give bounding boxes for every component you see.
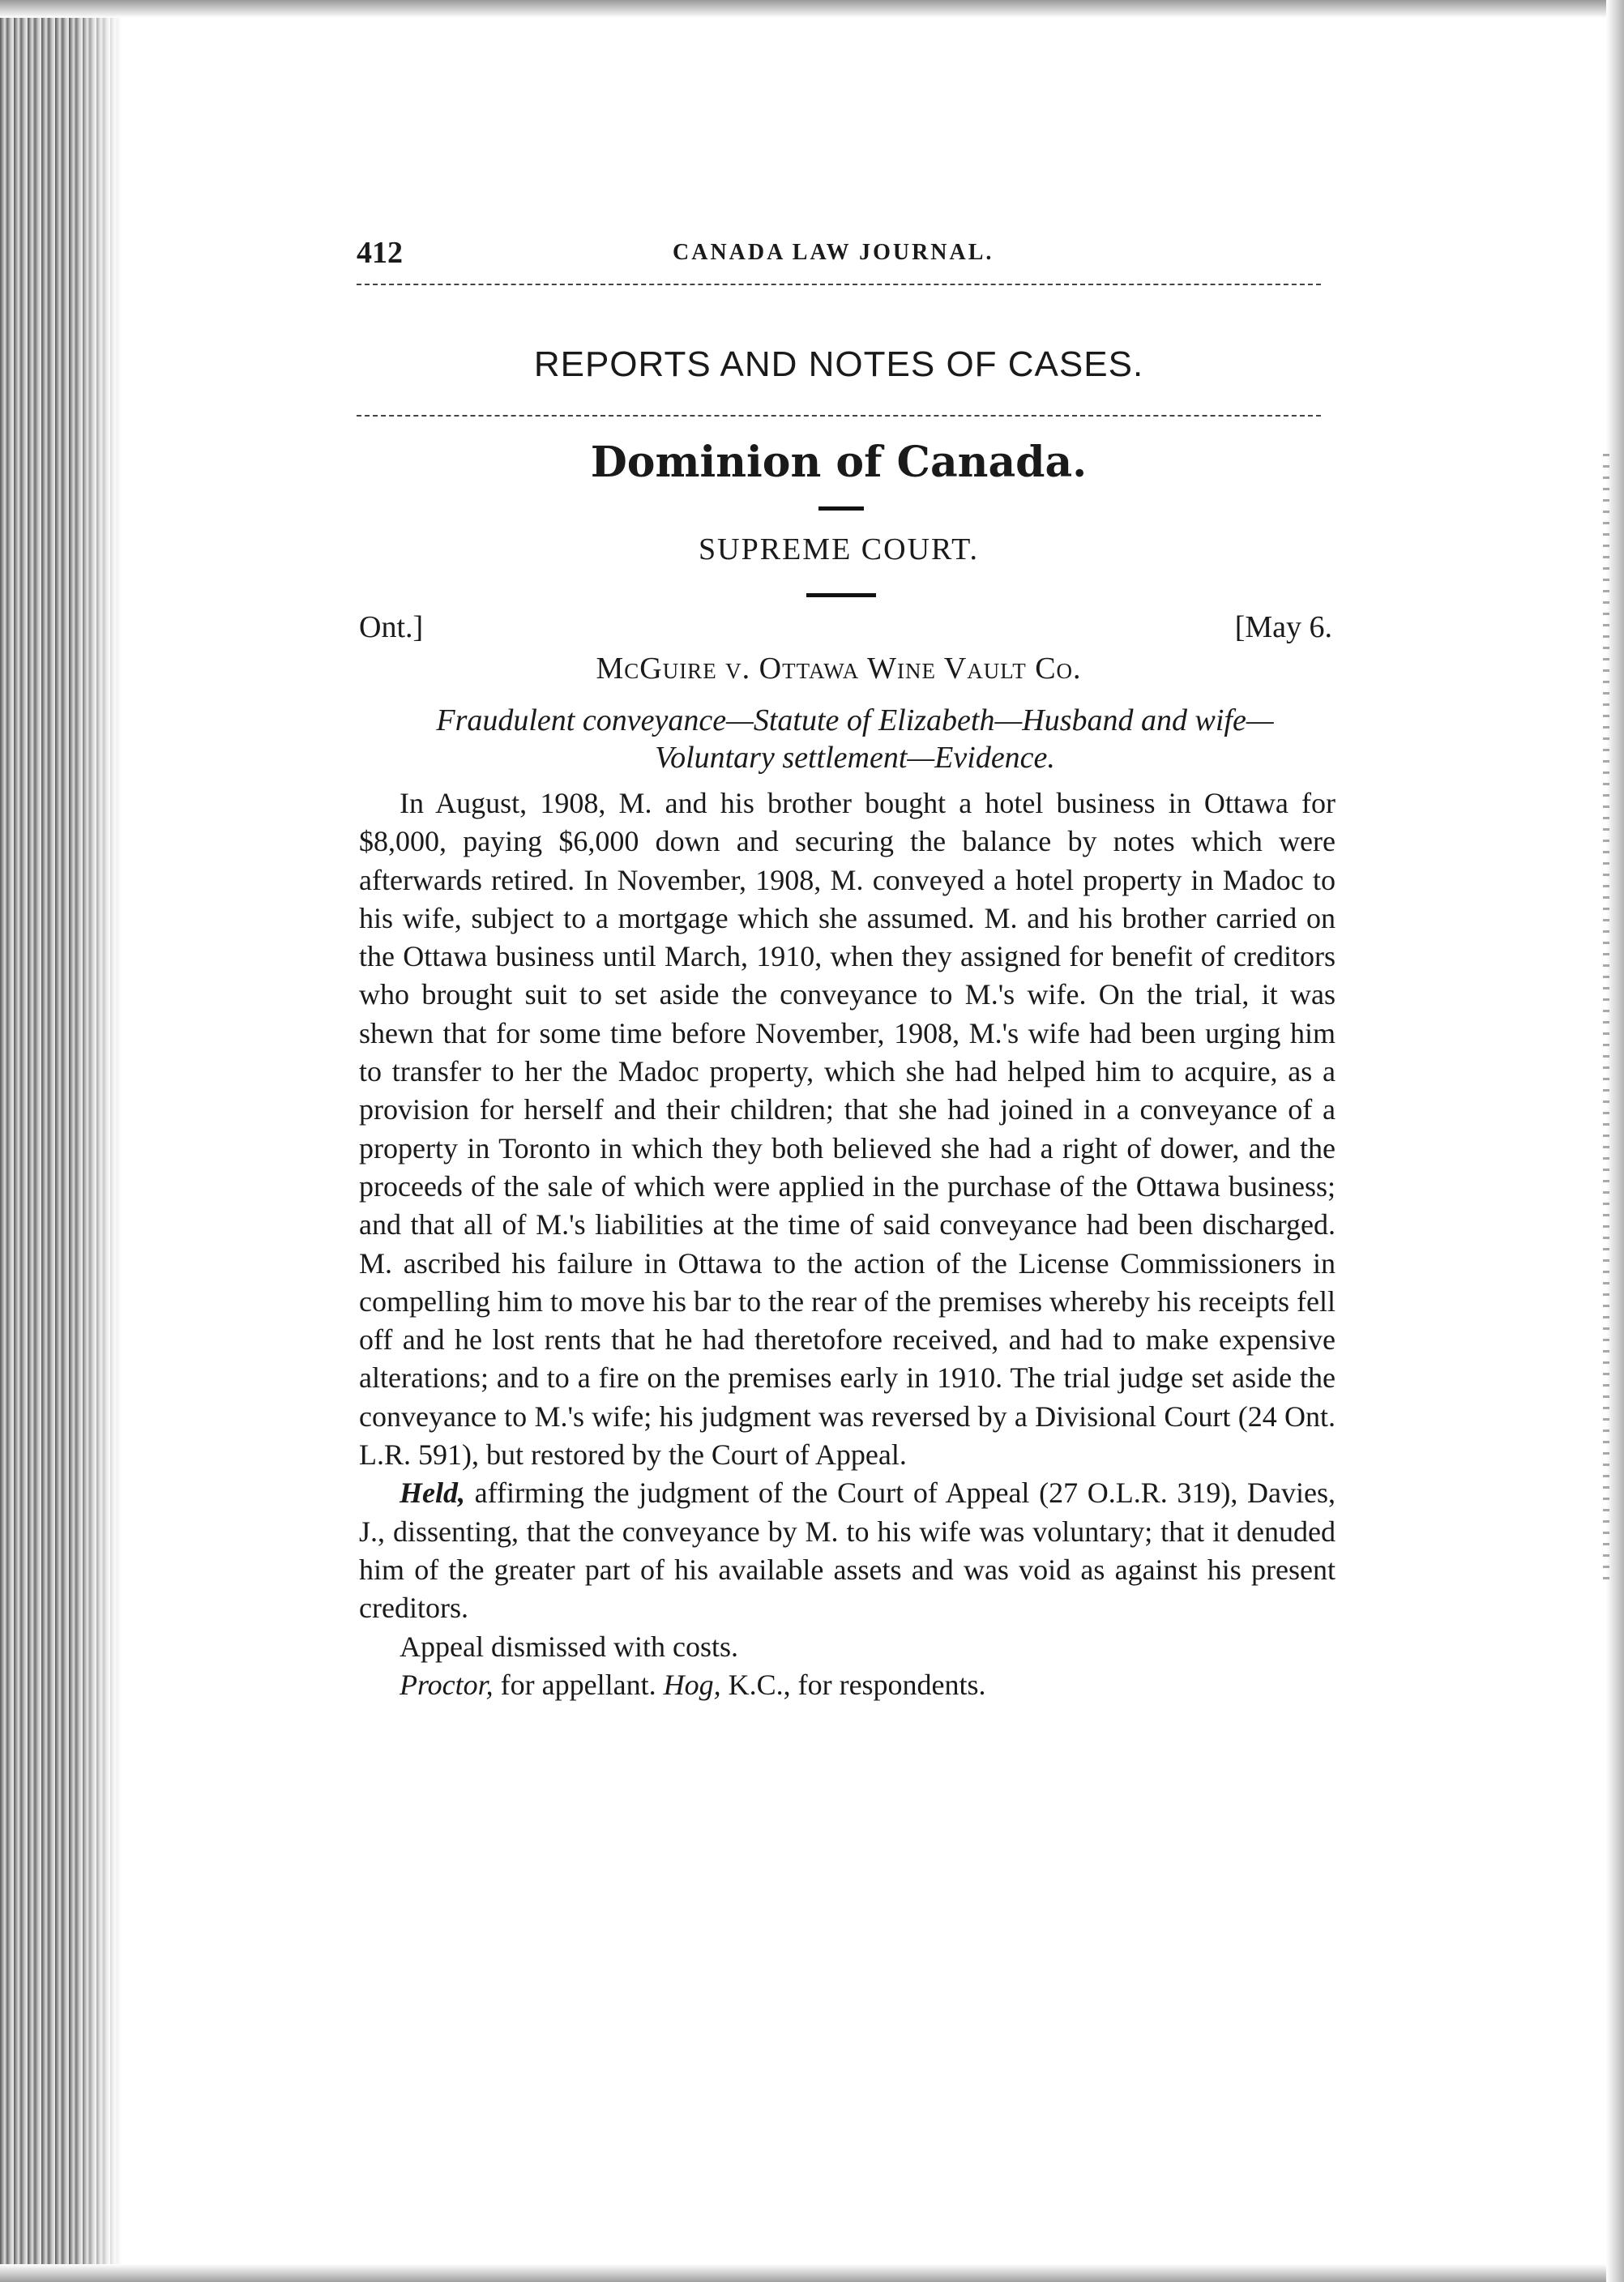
respondent-counsel: Hog, [663,1668,721,1701]
section-title: REPORTS AND NOTES OF CASES. [533,344,1144,384]
scan-right-specks [1603,454,1609,1588]
case-counsel [359,1666,1336,1704]
page-number: 412 [357,236,403,270]
respondent-role: K.C., for respondents. [720,1668,986,1701]
appellant-counsel: Proctor, [400,1668,494,1701]
case-catchwords: Fraudulent conveyance—Statute of Elizabeth—Husband and wife—Voluntary settlement—Evidence. [436,703,1274,775]
page-header [357,235,1329,276]
case-body [359,784,1336,1704]
case-date: [May 6. [1234,610,1332,644]
court-heading: SUPREME COURT. [699,532,979,566]
case-province: Ont.] [359,610,424,644]
short-rule [806,593,876,597]
held-label: Held, [400,1476,465,1510]
header-rule [357,284,1321,285]
scan-bottom-edge [0,2264,1624,2282]
held-text: affirming the judgment of the Court of Appeal (27 O.L.R. 319), Davies, J., dissenting, that the conveyance by M. to his wife was voluntary; that it denuded him of the greater part of his available assets and was void as against his present creditors. [359,1476,1336,1625]
case-disposition: Appeal dismissed with costs. [400,1630,738,1663]
jurisdiction-heading: Dominion of Canada. [590,438,1088,487]
scan-top-edge [0,0,1624,18]
appellant-role: for appellant. [493,1668,664,1701]
case-holding [359,1474,1336,1627]
scan-left-edge [0,0,122,2282]
section-rule [357,415,1321,417]
case-title: McGuire v. Ottawa Wine Vault Co. [596,652,1082,686]
short-rule [818,506,864,511]
running-head: CANADA LAW JOURNAL. [673,240,994,265]
case-facts: In August, 1908, M. and his brother bought a hotel business in Ottawa for $8,000, paying $6,000 down and securing the balance by notes which were afterwards retired. In November, 1908, M. conveyed a hotel property in Madoc to his wife, subject to a mortgage which she assumed. M. and his brother carried on the Ottawa business until March, 1910, when they assigned for benefit of creditors who brought suit to set aside the conveyance to M.'s wife. On the trial, it was shewn that for some time before November, 1908, M.'s wife had been urging him to transfer to her the Madoc property, which she had helped him to acquire, as a provision for herself and their children; that she had joined in a conveyance of a property in Toronto in which they both believed she had a right of dower, and the proceeds of the sale of which were applied in the purchase of the Ottawa business; and that all of M.'s liabilities at the time of said conveyance had been discharged. M. ascribed his failure in Ottawa to the action of the License Commissioners in compelling him to move his bar to the rear of the premises whereby his receipts fell off and he lost rents that he had theretofore received, and had to make expensive alterations; and to a fire on the premises early in 1910. The trial judge set aside the conveyance to M.'s wife; his judgment was reversed by a Divisional Court (24 Ont. L.R. 591), but restored by the Court of Appeal. [359,787,1336,1472]
